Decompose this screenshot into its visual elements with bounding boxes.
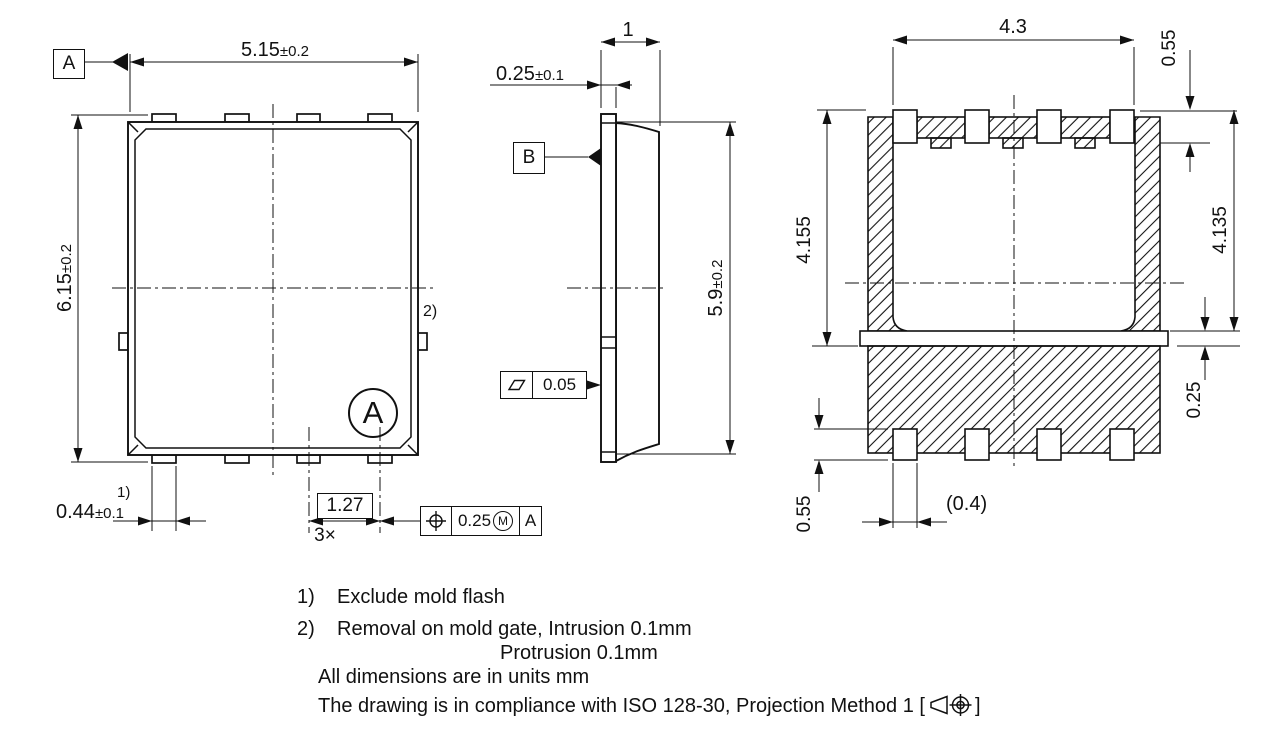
- note-compliance-prefix: The drawing is in compliance with ISO 128-30, Projection Method 1 [: [318, 695, 925, 717]
- note-3: [500, 642, 658, 665]
- note-compliance-suffix: ]: [974, 695, 981, 717]
- datum-b-flag: [513, 142, 545, 174]
- note-units-text: All dimensions are in units mm: [318, 666, 590, 688]
- dim-pitch: 1.27: [326, 495, 364, 516]
- flatness-tolerance-frame: [500, 371, 587, 399]
- mold-mark-circle: [348, 388, 398, 438]
- note-1-text: Exclude mold flash: [337, 586, 505, 608]
- note-1-marker: 1): [297, 586, 315, 608]
- dim-lead-span: 4.3: [999, 16, 1027, 38]
- dim-lead-width: 0.44±0.1: [56, 501, 125, 523]
- dim-pad-width: (0.4): [946, 493, 988, 515]
- position-tolerance-value: 0.25 M: [451, 507, 519, 535]
- note-2-marker: 2): [297, 618, 315, 640]
- dim-body-width: 5.15±0.2: [240, 39, 310, 61]
- position-symbol-icon: [421, 507, 451, 535]
- position-tolerance-frame: [420, 506, 542, 536]
- dim-top-lead: 0.55: [1159, 29, 1180, 67]
- dim-side-height: 5.9±0.2: [705, 259, 727, 317]
- note-units: [318, 666, 589, 689]
- projection-method-icon: [927, 692, 973, 724]
- mmc-modifier-icon: M: [493, 511, 513, 531]
- dim-cavity-left: 4.155: [794, 216, 815, 264]
- note-1: [297, 586, 505, 609]
- datum-a-label: A: [62, 53, 76, 74]
- dim-pad-height: 0.55: [794, 495, 815, 533]
- datum-b-label: B: [522, 147, 536, 168]
- datum-a-flag: [53, 49, 85, 79]
- note-ref-2: 2): [423, 303, 438, 320]
- dim-lead-thickness: 0.25: [1184, 381, 1205, 419]
- dim-cavity-right: 4.135: [1210, 206, 1231, 254]
- note-ref-1: 1): [117, 484, 131, 501]
- flatness-tolerance-value: 0.05: [532, 372, 586, 398]
- note-2: [297, 618, 692, 641]
- position-datum-ref: A: [519, 507, 541, 535]
- note-3-text: Protrusion 0.1mm: [500, 642, 658, 664]
- pitch-count: 3×: [314, 525, 336, 546]
- dim-pitch-box: [317, 493, 373, 519]
- note-compliance: [318, 692, 981, 724]
- note-2-text: Removal on mold gate, Intrusion 0.1mm: [337, 618, 692, 640]
- datum-a-triangle-icon: [112, 53, 128, 71]
- flatness-symbol-icon: [501, 372, 532, 398]
- mold-mark-label: A: [362, 395, 384, 430]
- dim-thickness: 1: [622, 19, 634, 41]
- dim-body-height: 6.15±0.2: [54, 243, 76, 313]
- datum-b-triangle-icon: [588, 148, 601, 166]
- dim-lead-offset: 0.25±0.1: [496, 63, 565, 85]
